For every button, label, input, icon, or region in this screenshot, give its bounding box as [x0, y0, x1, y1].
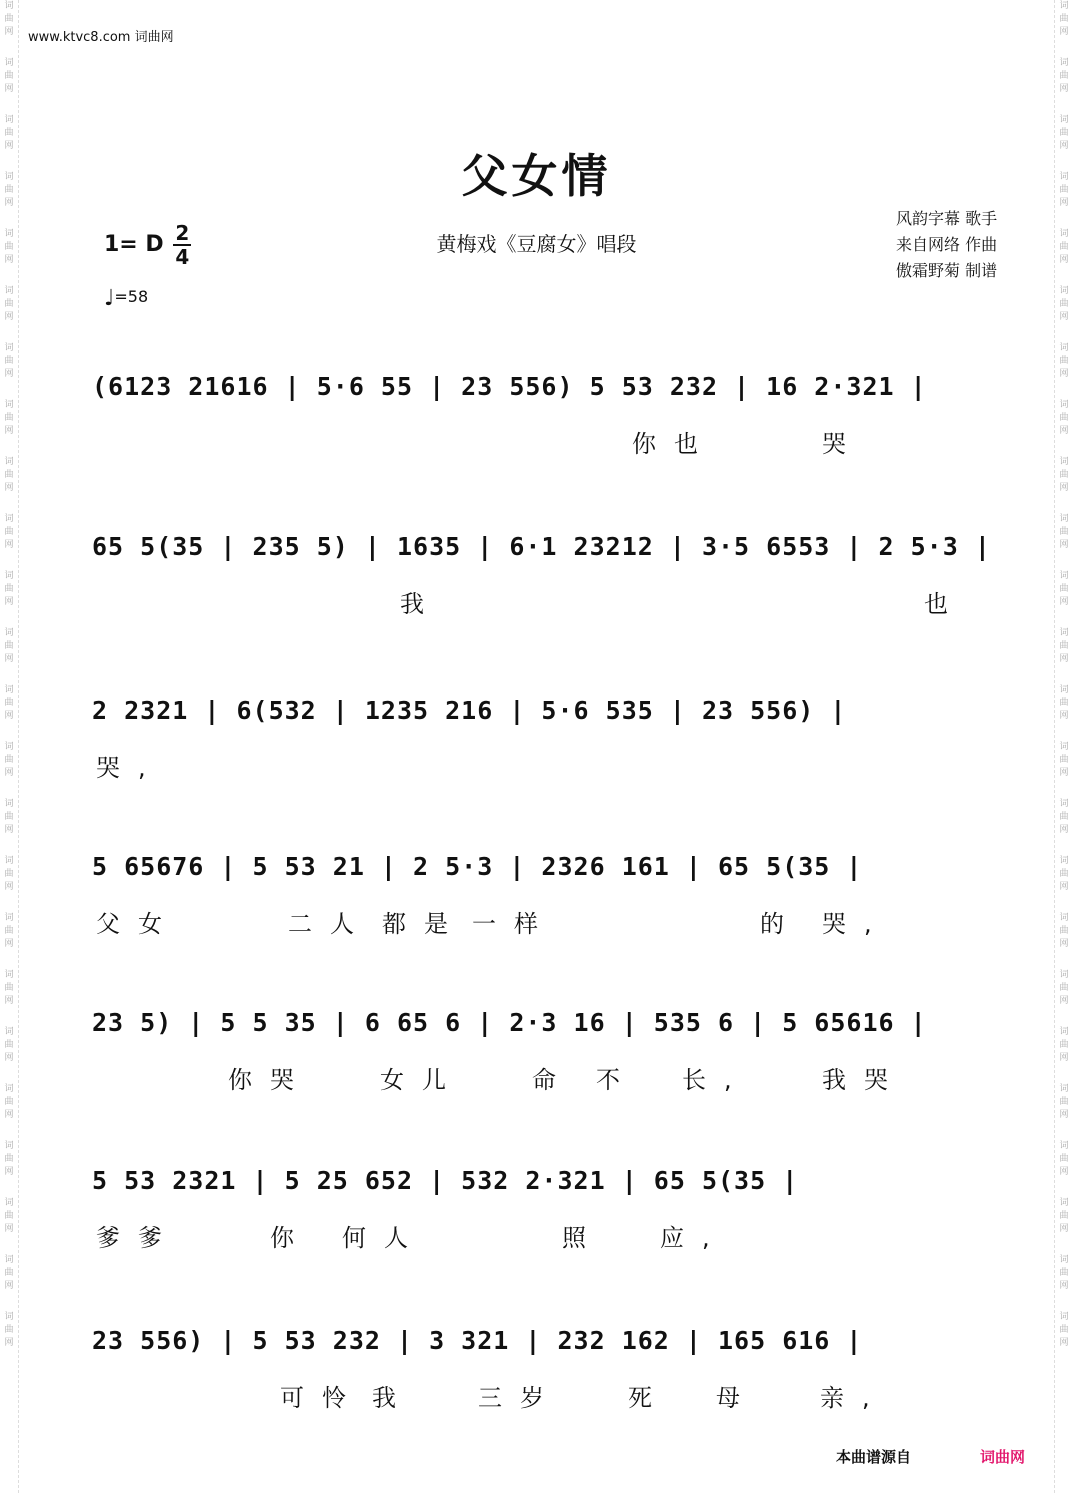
- lyric: 何人: [342, 1224, 426, 1252]
- watermark-text: 词 曲 网: [1059, 58, 1069, 94]
- time-bottom: 4: [175, 245, 190, 269]
- notation: 5 53 2321 | 5 25 652 | 532 2·321 | 65 5(35 |: [92, 1166, 799, 1195]
- watermark-text: 词 曲 网: [1059, 1084, 1069, 1120]
- watermark-text: 词 曲 网: [1059, 571, 1069, 607]
- watermark-text: 词 曲 网: [1059, 1198, 1069, 1234]
- lyric: 你: [270, 1224, 312, 1252]
- lyric: 照: [562, 1224, 604, 1252]
- watermark-text: 词 曲 网: [4, 1084, 14, 1120]
- lyric: 命: [532, 1066, 574, 1094]
- watermark-text: 词 曲 网: [1059, 343, 1069, 379]
- watermark-text: 词 曲 网: [1059, 1, 1069, 37]
- lyrics-row: [92, 904, 1002, 938]
- lyric: 我哭: [822, 1066, 906, 1094]
- side-watermark-left: [0, 0, 19, 1493]
- score-line: [92, 1326, 1002, 1436]
- watermark-text: 词 曲 网: [1059, 457, 1069, 493]
- site-url[interactable]: www.ktvc8.com 词曲网: [28, 30, 174, 45]
- watermark-text: 词 曲 网: [1059, 1312, 1069, 1348]
- lyric: 长,: [682, 1066, 750, 1094]
- watermark-text: 词 曲 网: [4, 1312, 14, 1348]
- score-line: [92, 696, 1002, 806]
- lyrics-row: [92, 424, 1002, 458]
- lyric: 二人: [288, 910, 372, 938]
- watermark-text: 词 曲 网: [1059, 229, 1069, 265]
- lyrics-row: [92, 1060, 1002, 1094]
- watermark-text: 词 曲 网: [1059, 1141, 1069, 1177]
- watermark-text: 词 曲 网: [4, 1255, 14, 1291]
- watermark-text: 词 曲 网: [1059, 1255, 1069, 1291]
- lyric: 你哭: [228, 1066, 312, 1094]
- notation: 2 2321 | 6(532 | 1235 216 | 5·6 535 | 23 556) |: [92, 696, 847, 725]
- footer-logo[interactable]: 词曲网: [980, 1448, 1026, 1466]
- watermark-text: 词 曲 网: [4, 400, 14, 436]
- watermark-text: 词 曲 网: [4, 229, 14, 265]
- lyric: 父女: [96, 910, 180, 938]
- watermark-text: 词 曲 网: [1059, 400, 1069, 436]
- watermark-text: 词 曲 网: [1059, 628, 1069, 664]
- lyric: 女儿: [380, 1066, 464, 1094]
- subtitle: 黄梅戏《豆腐女》唱段: [436, 232, 637, 256]
- score-line: [92, 372, 1002, 482]
- lyric: 我: [372, 1384, 414, 1412]
- watermark-text: 词 曲 网: [4, 1141, 14, 1177]
- credit-singer: 风韵字幕 歌手: [896, 209, 998, 228]
- lyric: 死: [628, 1384, 670, 1412]
- watermark-text: 词 曲 网: [4, 856, 14, 892]
- lyric: 你也: [632, 430, 716, 458]
- watermark-text: 词 曲 网: [4, 115, 14, 151]
- watermark-text: 词 曲 网: [4, 1, 14, 37]
- tempo-value: =58: [114, 287, 149, 306]
- lyric: 我: [400, 590, 442, 618]
- lyric: 母: [716, 1384, 758, 1412]
- lyrics-row: [92, 1218, 1002, 1252]
- watermark-text: 词 曲 网: [1059, 913, 1069, 949]
- watermark-text: 词 曲 网: [1059, 856, 1069, 892]
- watermark-text: 词 曲 网: [1059, 514, 1069, 550]
- lyrics-row: [92, 748, 1002, 782]
- lyric: 可怜: [280, 1384, 364, 1412]
- watermark-text: 词 曲 网: [4, 1198, 14, 1234]
- credit-composer: 来自网络 作曲: [896, 235, 998, 254]
- watermark-text: 词 曲 网: [4, 172, 14, 208]
- watermark-text: 词 曲 网: [1059, 685, 1069, 721]
- watermark-text: 词 曲 网: [1059, 799, 1069, 835]
- notation: (6123 21616 | 5·6 55 | 23 556) 5 53 232 | 16 2·321 |: [92, 372, 927, 401]
- watermark-text: 词 曲 网: [4, 913, 14, 949]
- watermark-text: 词 曲 网: [1059, 172, 1069, 208]
- lyric: 都是: [382, 910, 466, 938]
- score-line: [92, 1008, 1002, 1118]
- watermark-text: 词 曲 网: [4, 685, 14, 721]
- score-line: [92, 1166, 1002, 1276]
- watermark-text: 词 曲 网: [4, 514, 14, 550]
- time-top: 2: [175, 221, 190, 245]
- side-watermark-right: [1054, 0, 1073, 1493]
- lyric: 也: [924, 590, 966, 618]
- notation: 5 65676 | 5 53 21 | 2 5·3 | 2326 161 | 65 5(35 |: [92, 852, 863, 881]
- footer-source: 本曲谱源自: [836, 1448, 912, 1466]
- watermark-text: 词 曲 网: [4, 571, 14, 607]
- lyric: 亲,: [820, 1384, 888, 1412]
- lyric: 哭,: [822, 910, 890, 938]
- lyric: 一样: [472, 910, 556, 938]
- watermark-text: 词 曲 网: [4, 742, 14, 778]
- lyric: 哭: [822, 430, 864, 458]
- watermark-text: 词 曲 网: [1059, 115, 1069, 151]
- watermark-text: 词 曲 网: [4, 286, 14, 322]
- lyric: 爹爹: [96, 1224, 180, 1252]
- key-label: 1= D: [104, 232, 164, 257]
- notation: 23 5) | 5 5 35 | 6 65 6 | 2·3 16 | 535 6 | 5 65616 |: [92, 1008, 927, 1037]
- lyrics-row: [92, 584, 1002, 618]
- watermark-text: 词 曲 网: [1059, 742, 1069, 778]
- watermark-text: 词 曲 网: [4, 58, 14, 94]
- watermark-text: 词 曲 网: [4, 799, 14, 835]
- song-title: 父女情: [461, 149, 612, 203]
- lyric: 不: [596, 1066, 638, 1094]
- lyrics-row: [92, 1378, 1002, 1412]
- watermark-text: 词 曲 网: [1059, 970, 1069, 1006]
- lyric: 哭,: [96, 754, 164, 782]
- score-line: [92, 852, 1002, 962]
- credits: [896, 206, 997, 284]
- lyric: 应,: [660, 1224, 728, 1252]
- watermark-text: 词 曲 网: [1059, 1027, 1069, 1063]
- quarter-note-icon: ♩: [104, 286, 115, 311]
- lyric: 三岁: [478, 1384, 562, 1412]
- watermark-text: 词 曲 网: [4, 628, 14, 664]
- score-line: [92, 532, 1002, 642]
- credit-transcriber: 傲霜野菊 制谱: [896, 261, 998, 280]
- notation: 23 556) | 5 53 232 | 3 321 | 232 162 | 165 616 |: [92, 1326, 863, 1355]
- watermark-text: 词 曲 网: [4, 1027, 14, 1063]
- lyric: 的: [760, 910, 802, 938]
- watermark-text: 词 曲 网: [4, 343, 14, 379]
- watermark-text: 词 曲 网: [4, 970, 14, 1006]
- watermark-text: 词 曲 网: [4, 457, 14, 493]
- tempo-marking: [104, 286, 148, 311]
- watermark-text: 词 曲 网: [1059, 286, 1069, 322]
- notation: 65 5(35 | 235 5) | 1635 | 6·1 23212 | 3·5 6553 | 2 5·3 |: [92, 532, 991, 561]
